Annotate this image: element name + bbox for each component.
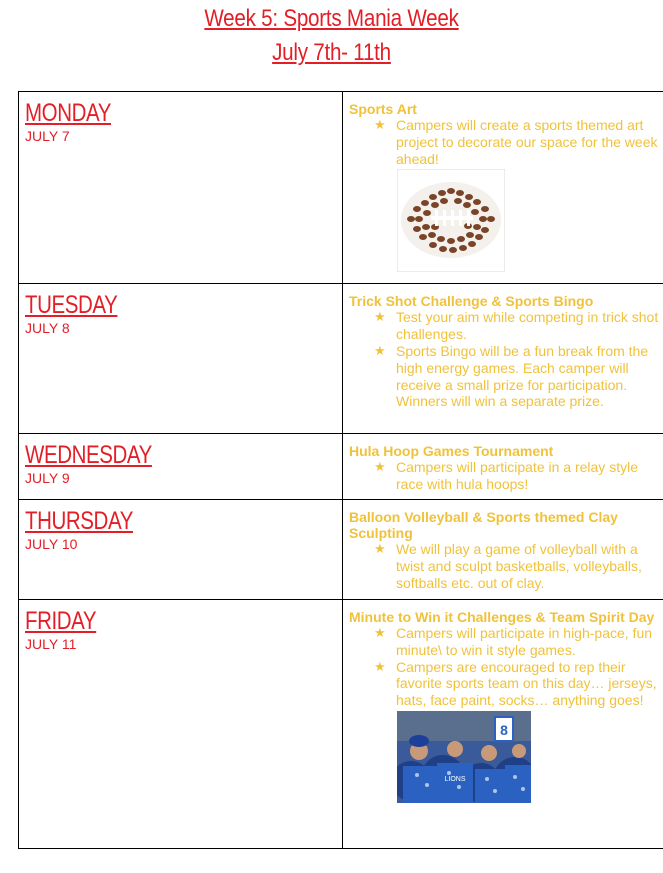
day-date: JULY 10	[25, 535, 78, 552]
svg-text:LIONS: LIONS	[444, 775, 466, 783]
activity-cell	[343, 434, 663, 500]
activity-title: Sports Art	[349, 101, 417, 117]
day-name: FRIDAY	[25, 606, 97, 635]
star-bullet-icon: ★	[374, 624, 386, 640]
day-cell	[19, 499, 343, 599]
activity-bullets	[349, 541, 661, 591]
activity-bullets	[349, 117, 661, 167]
activity-bullets	[349, 625, 661, 709]
table-row-monday	[19, 92, 663, 284]
list-item: ★ Test your aim while competing in trick shot challenges.	[374, 309, 659, 343]
activity-title: Balloon Volleyball & Sports themed Clay Sculpting	[349, 508, 618, 541]
page-title: Week 5: Sports Mania Week	[204, 5, 459, 32]
page-subtitle-dates: July 7th- 11th	[272, 39, 391, 66]
day-name: TUESDAY	[25, 291, 118, 320]
activity-cell	[343, 284, 663, 434]
activity-cell	[343, 599, 663, 848]
activity-title: Hula Hoop Games Tournament	[349, 443, 554, 460]
list-item: ★ Campers are encouraged to rep their favorite sports team on this day… jerseys, hats, face paint, socks… anything goes!	[374, 658, 657, 709]
day-cell	[19, 434, 343, 500]
table-row-tuesday	[19, 284, 663, 434]
activity-cell	[343, 92, 663, 284]
svg-text:8: 8	[500, 721, 508, 738]
list-item: ★ Campers will create a sports themed art project to decorate our space for the week ahead!	[374, 117, 658, 167]
star-bullet-icon: ★	[374, 309, 386, 325]
day-name: THURSDAY	[25, 506, 133, 535]
list-item: ★ Campers will participate in a relay style race with hula hoops!	[374, 459, 638, 493]
star-bullet-icon: ★	[374, 540, 386, 556]
sports-fans-crowd-image	[397, 711, 661, 808]
table-row-wednesday	[19, 434, 663, 500]
star-bullet-icon: ★	[374, 658, 386, 674]
activity-title: Minute to Win it Challenges & Team Spirit Day	[349, 608, 655, 625]
day-date: JULY 8	[25, 320, 70, 337]
day-date: JULY 11	[25, 635, 77, 652]
day-name: MONDAY	[25, 99, 111, 127]
list-item: ★ We will play a game of volleyball with a twist and sculpt basketballs, volleyballs, softballs etc. out of clay.	[374, 540, 642, 591]
activity-bullets	[349, 309, 661, 410]
day-cell	[19, 92, 343, 284]
day-cell	[19, 599, 343, 848]
table-row-thursday	[19, 499, 663, 599]
star-bullet-icon: ★	[374, 459, 386, 475]
activity-cell	[343, 499, 663, 599]
page-header	[0, 2, 663, 70]
day-date: JULY 7	[25, 128, 70, 144]
day-cell	[19, 284, 343, 434]
day-date: JULY 9	[25, 470, 70, 487]
schedule-table	[18, 91, 663, 849]
list-item: ★ Sports Bingo will be a fun break from the high energy games. Each camper will receive a small prize for participation. Winners will win a separate prize.	[374, 342, 649, 410]
star-bullet-icon: ★	[374, 117, 386, 132]
table-row-friday	[19, 599, 663, 848]
activity-title: Trick Shot Challenge & Sports Bingo	[349, 293, 594, 310]
star-bullet-icon: ★	[374, 342, 386, 358]
day-name: WEDNESDAY	[25, 441, 152, 470]
activity-bullets	[349, 459, 661, 493]
football-fingerprint-art-image	[397, 169, 661, 277]
list-item: ★ Campers will participate in high-pace, fun minute\ to win it style games.	[374, 624, 653, 658]
